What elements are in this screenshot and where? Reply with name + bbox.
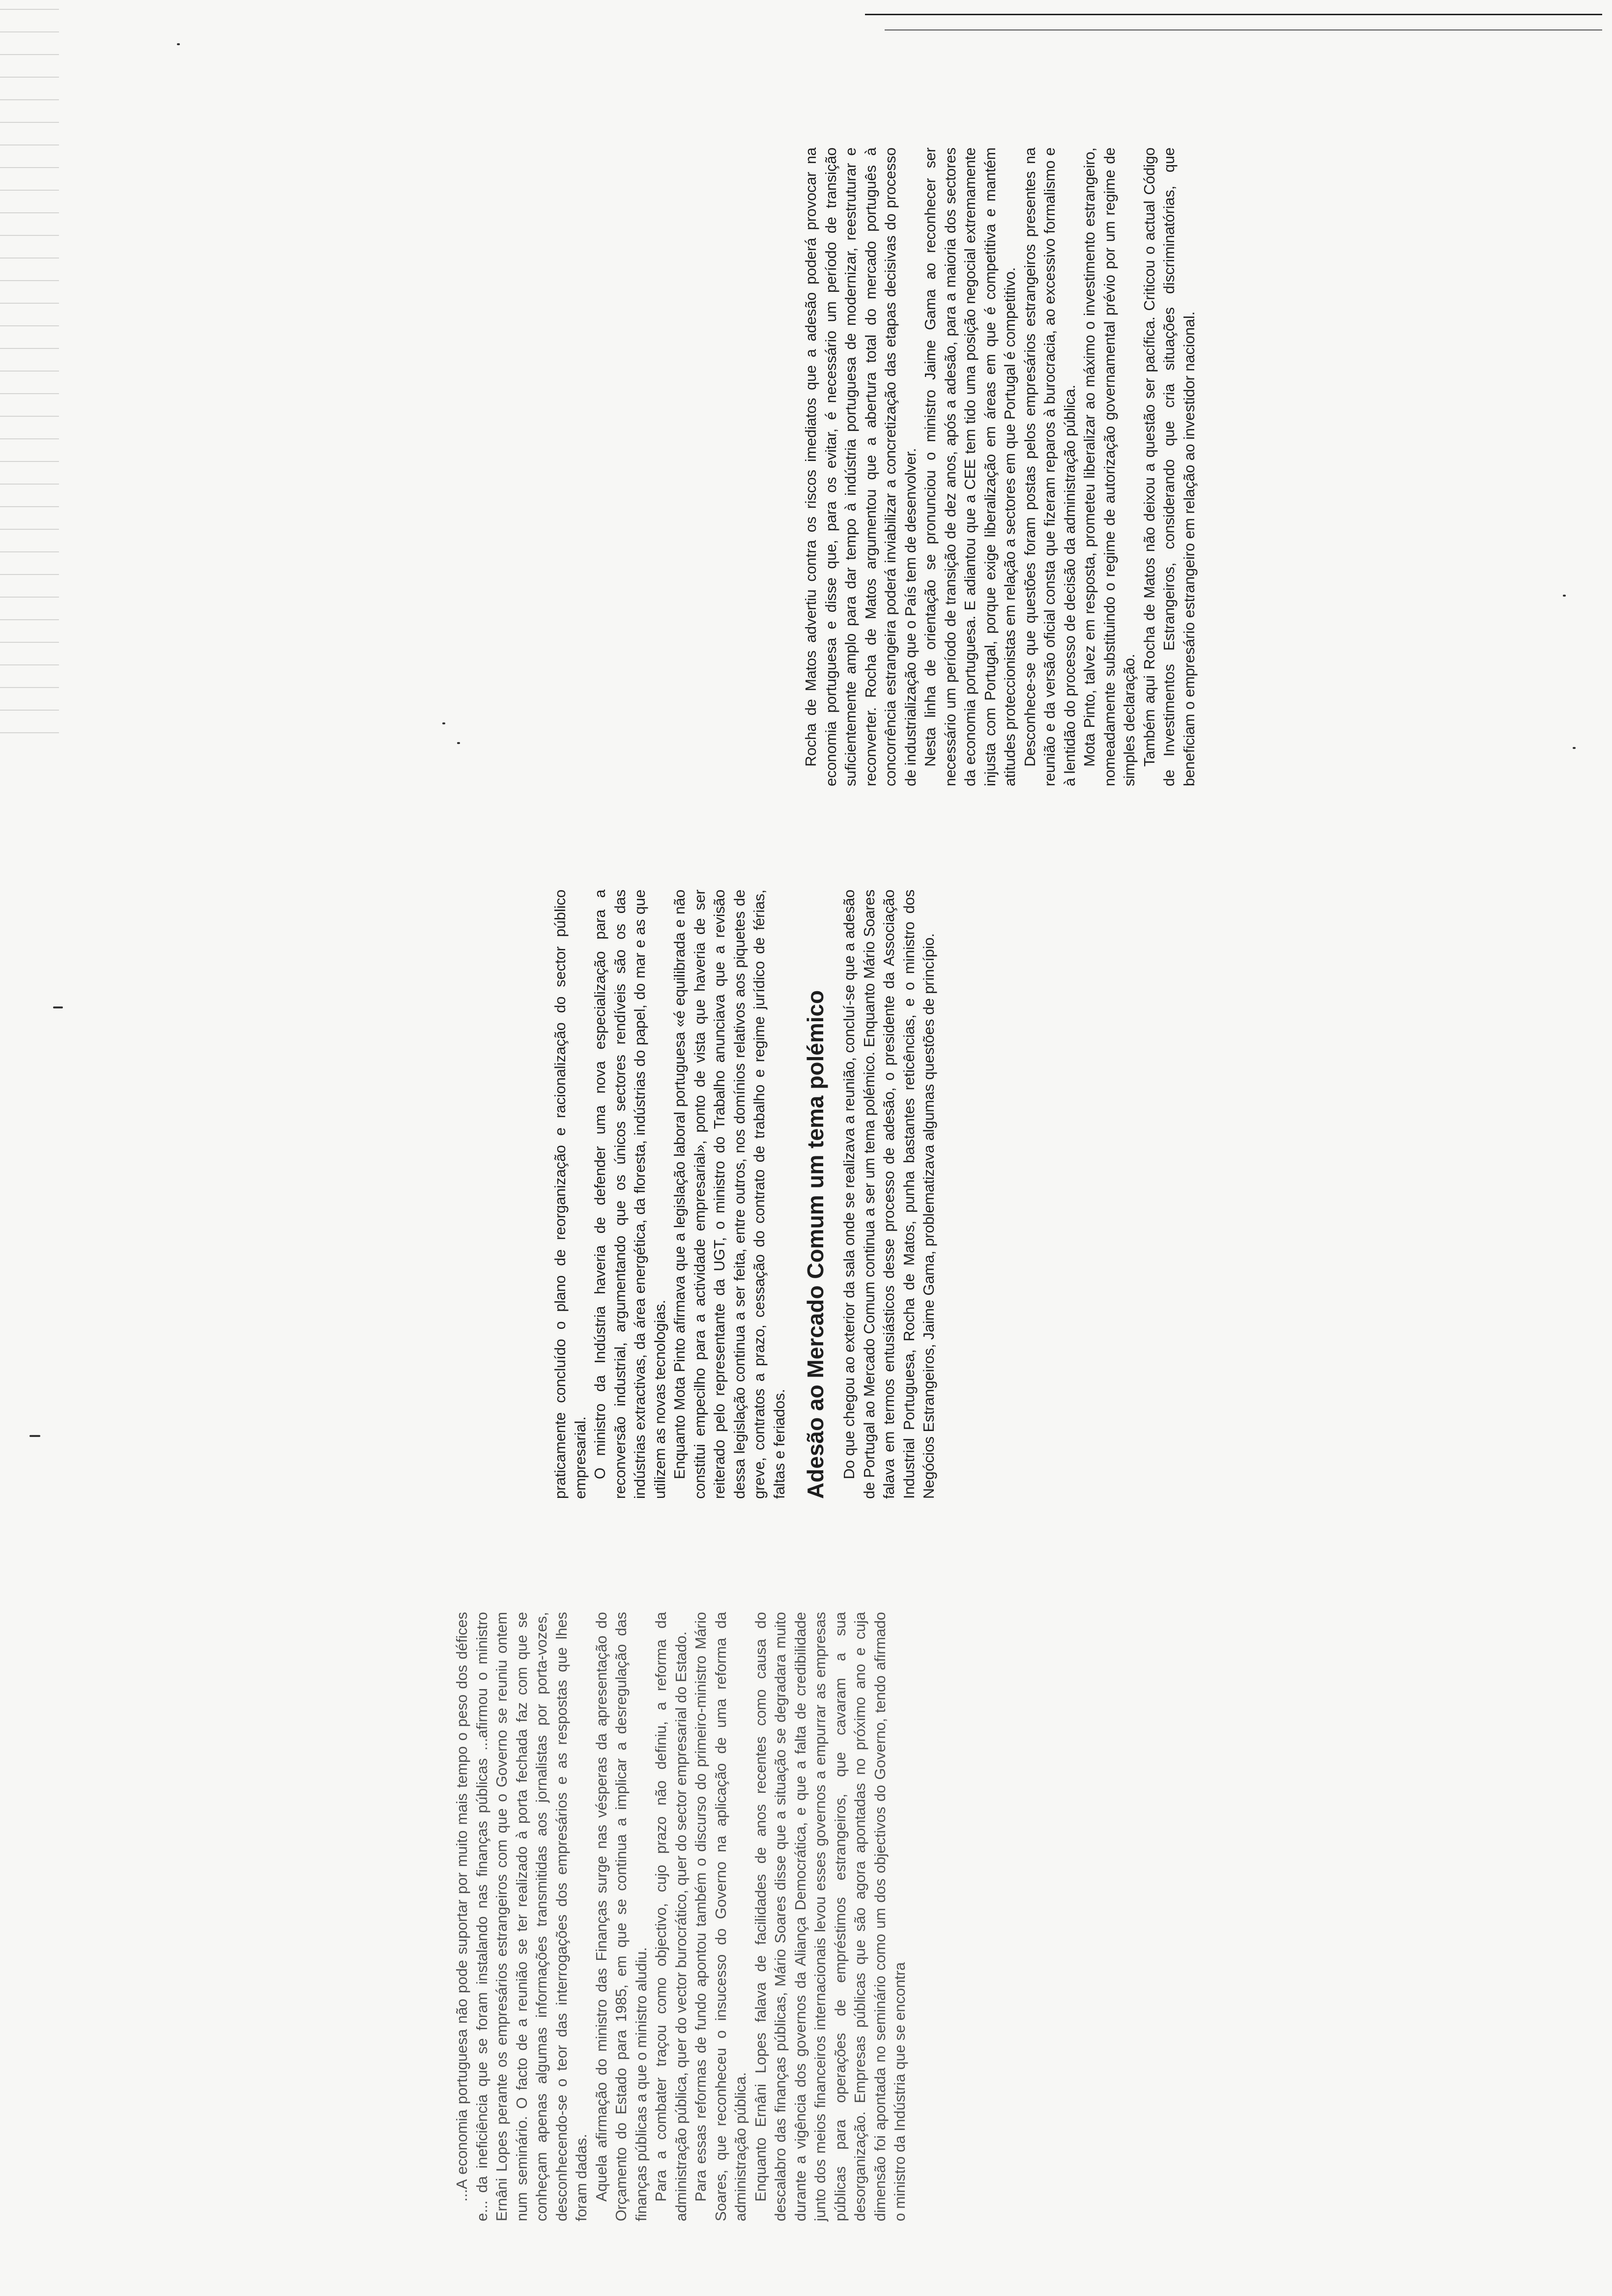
paragraph: Enquanto Ernâni Lopes falava de facilidades de anos recentes como causa do descalabro das finanças públicas, Mário Soares disse que a situação se degradara muito durante a vigência dos governos da Aliança Democrática, e que a falta de credibilidade junto dos meios financeiros internacionais levou esses governos a empurrar as empresas públicas para operações de empréstimos estrangeiros, que cavaram a sua desorganização. Empresas públicas que são agora apontadas no próximo ano e cuja dimensão foi apontada no seminário como um dos objectivos do Governo, tendo afirmado o ministro da Indústria que se encontra bbox=[752, 1612, 908, 2221]
paragraph: Também aqui Rocha de Matos não deixou a questão ser pacífica. Criticou o actual Código de Investimentos Estrangeiros, considerando que cria situações discriminatórias, que beneficiam o empresário estrangeiro em relação ao investidor nacional. bbox=[1141, 147, 1198, 786]
paragraph: Aquela afirmação do ministro das Finanças surge nas vésperas da apresentação do Orçamento do Estado para 1985, em que se continua a implicar a desregulação das finanças públicas a que o ministro aludiu. bbox=[593, 1612, 650, 2221]
paragraph: Nesta linha de orientação se pronunciou o ministro Jaime Gama ao reconhecer ser necessário um período de transição de dez anos, após a adesão, para a maioria dos sectores da economia portuguesa. E adiantou que a CEE tem tido uma posição negocial extremamente injusta com Portugal, porque exige liberalização em áreas em que é competitiva e mantém atitudes proteccionistas em relação a sectores em que Portugal é competitivo. bbox=[922, 147, 1018, 786]
paragraph: ...A economia portuguesa não pode suportar por muito mais tempo o peso dos défices e... da ineficiência que se foram instalando nas finanças públicas ...afirmou o ministro Ernâni Lopes perante os empresários estrangeiros com que o Governo se reuniu ontem num seminário. O facto de a reunião se ter realizado à porta fechada faz com que se conheçam apenas algumas informações transmitidas aos jornalistas por porta-vozes, desconhecendo-se o teor das interrogações dos empresários e as respostas que lhes foram dadas. bbox=[454, 1612, 590, 2221]
scan-left-edge bbox=[0, 0, 59, 737]
article-column-3 bbox=[801, 147, 1199, 786]
scan-speck bbox=[1563, 595, 1566, 597]
paragraph: Do que chegou ao exterior da sala onde se realizava a reunião, concluí-se que a adesão de Portugal ao Mercado Comum continua a ser um tema polémico. Enquanto Mário Soares falava em termos entusiásticos desse processo de adesão, o presidente da Associação Industrial Portuguesa, Rocha de Matos, punha bastantes reticências, e o ministro dos Negócios Estrangeiros, Jaime Gama, problematizava algumas questões de princípio. bbox=[841, 890, 937, 1499]
article-column-1 bbox=[452, 1612, 910, 2221]
paragraph: Mota Pinto, talvez em resposta, prometeu liberalizar ao máximo o investimento estrangeiro, nomeadamente substituindo o regime de autorização governamental prévio por um regime de simples declaração. bbox=[1081, 147, 1138, 786]
paragraph: Para essas reformas de fundo apontou também o discurso do primeiro-ministro Mário Soares, que reconheceu o insucesso do Governo na aplicação de uma reforma da administração pública. bbox=[692, 1612, 749, 2221]
paragraph: Para a combater traçou como objectivo, cujo prazo não definiu, a reforma da administração pública, quer do vector burocrático, quer do sector empresarial do Estado. bbox=[653, 1612, 690, 2221]
scan-speck bbox=[1573, 747, 1576, 749]
newspaper-article bbox=[69, 108, 1543, 2221]
scan-speck bbox=[177, 43, 180, 45]
rotated-newspaper-page bbox=[69, 108, 1543, 2221]
paragraph: O ministro da Indústria haveria de defender uma nova especialização para a reconversão industrial, argumentando que os únicos sectores rendíveis são os das indústrias extractivas, da área energética, da floresta, indústrias do papel, do mar e as que utilizem as novas tecnologias. bbox=[592, 890, 668, 1499]
paragraph: praticamente concluído o plano de reorganização e racionalização do sector público empresarial. bbox=[552, 890, 589, 1499]
scan-speck bbox=[29, 1435, 40, 1437]
paragraph: Desconhece-se que questões foram postas pelos empresários estrangeiros presentes na reunião e da versão oficial consta que fizeram reparos à burocracia, ao excessivo formalismo e à lentidão do processo de decisão da administração pública. bbox=[1021, 147, 1078, 786]
scan-speck bbox=[53, 1006, 63, 1008]
paragraph: Rocha de Matos advertiu contra os riscos imediatos que a adesão poderá provocar na economia portuguesa e disse que, para os evitar, é necessário um período de transição suficientemente amplo para dar tempo à indústria portuguesa de modernizar, reestruturar e reconverter. Rocha de Matos argumentou que a abertura total do mercado português à concorrência estrangeira poderá inviabilizar a concretização das etapas decisivas do processo de industrialização que o País tem de desenvolver. bbox=[803, 147, 919, 786]
scan-top-rule-2 bbox=[885, 29, 1602, 30]
paragraph: Enquanto Mota Pinto afirmava que a legislação laboral portuguesa «é equilibrada e não constitui empecilho para a actividade empresarial», ponto de vista que haveria de ser reiterado pelo representante da UGT, o ministro do Trabalho anunciava que a revisão dessa legislação continua a ser feita, entre outros, nos domínios relativos aos piquetes de greve, contratos a prazo, cessação do contrato de trabalho e regime jurídico de férias, faltas e feriados. bbox=[671, 890, 788, 1499]
section-headline: Adesão ao Mercado Comum um tema polémico bbox=[803, 990, 828, 1499]
article-column-2 bbox=[550, 890, 939, 1499]
scan-top-rule bbox=[865, 14, 1602, 15]
